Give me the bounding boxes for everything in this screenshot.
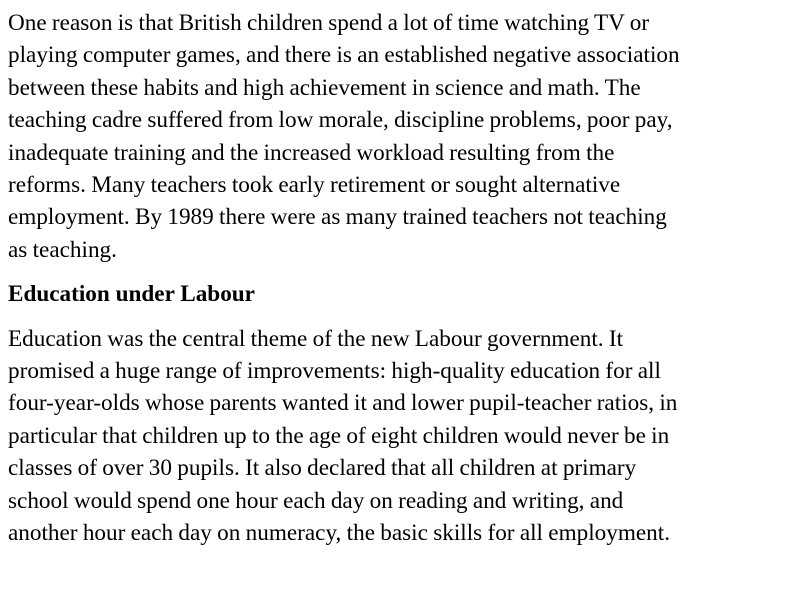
paragraph-british-children [8, 7, 794, 266]
text-line: particular that children up to the age of eight children would never be in [8, 422, 670, 449]
document-body [8, 7, 794, 550]
text-line: Education was the central theme of the new Labour government. It [8, 325, 624, 352]
text-line: another hour each day on numeracy, the basic skills for all employment. [8, 520, 671, 547]
text-line: between these habits and high achievement in science and math. The [8, 74, 641, 101]
text-line: school would spend one hour each day on reading and writing, and [8, 487, 624, 514]
text-line: promised a huge range of improvements: high-quality education for all [8, 358, 661, 385]
text-line: playing computer games, and there is an established negative association [8, 42, 680, 69]
text-line: employment. By 1989 there were as many trained teachers not teaching [8, 204, 667, 231]
text-line: reforms. Many teachers took early retirement or sought alternative [8, 172, 621, 199]
section-heading: Education under Labour [8, 281, 255, 308]
text-line: four-year-olds whose parents wanted it and lower pupil-teacher ratios, in [8, 390, 678, 417]
text-line: classes of over 30 pupils. It also declared that all children at primary [8, 455, 637, 482]
paragraph-labour-education [8, 323, 794, 550]
text-line: One reason is that British children spend a lot of time watching TV or [8, 10, 650, 36]
text-line: inadequate training and the increased workload resulting from the [8, 139, 615, 166]
text-line: teaching cadre suffered from low morale, discipline problems, poor pay, [8, 107, 673, 134]
text-line: as teaching. [8, 236, 117, 263]
